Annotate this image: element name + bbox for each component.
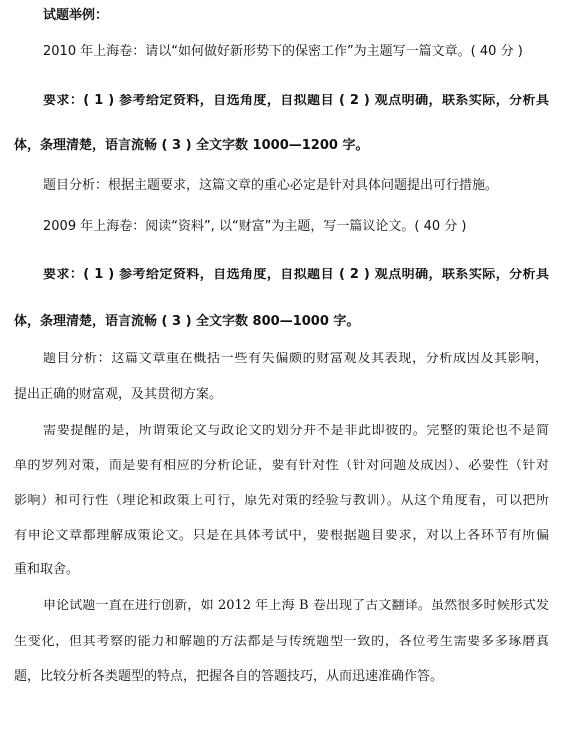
- example-2010-analysis: 题目分析：根据主题要求，这篇文章的重心必定是针对具体问题提出可行措施。: [43, 178, 499, 193]
- example-2010-requirements-line1: 要求：( 1 ) 参考给定资料，自选角度，自拟题目 ( 2 ) 观点明确，联系实际，分析具: [43, 94, 549, 107]
- example-2009-analysis-line1: 题目分析：这篇文章重在概括一些有失偏颇的财富观及其表现，分析成因及其影响，: [43, 352, 548, 365]
- innovation-line2: 生变化，但其考察的能力和解题的方法都是与传统题型一致的，各位考生需要多多琢磨真: [14, 635, 549, 648]
- example-2009-analysis-line2: 提出正确的财富观，及其贯彻方案。: [14, 387, 223, 402]
- innovation-line3: 题，比较分析各类题型的特点，把握各自的答题技巧，从而迅速准确作答。: [14, 669, 444, 684]
- example-2010-title: 2010 年上海卷：请以“如何做好新形势下的保密工作”为主题写一篇文章。( 40 分 ): [43, 44, 523, 59]
- section-heading: 试题举例：: [43, 8, 109, 23]
- example-2009-requirements-line1: 要求：( 1 ) 参考给定资料，自选角度，自拟题目 ( 2 ) 观点明确，联系实际，分析具: [43, 268, 549, 281]
- reminder-line3: 影响）和可行性（理论和政策上可行，原先对策的经验与教训）。从这个角度看，可以把所: [14, 494, 549, 507]
- example-2010-requirements-line2: 体，条理清楚，语言流畅 ( 3 ) 全文字数 1000—1200 字。: [14, 138, 369, 153]
- reminder-line4: 有申论文章都理解成策论文。只是在具体考试中，要根据题目要求，对以上各环节有所偏: [14, 529, 549, 542]
- innovation-line1: 申论试题一直在进行创新，如 2012 年上海 B 卷出现了古文翻译。虽然很多时候形式发: [43, 599, 549, 612]
- reminder-line1: 需要提醒的是，所谓策论文与政论文的划分并不是非此即彼的。完整的策论也不是简: [43, 424, 549, 437]
- example-2009-requirements-line2: 体，条理清楚，语言流畅 ( 3 ) 全文字数 800—1000 字。: [14, 314, 360, 329]
- example-2009-title: 2009 年上海卷：阅读“资料”, 以“财富”为主题，写一篇议论文。( 40 分 ): [43, 219, 467, 234]
- reminder-line2: 单的罗列对策，而是要有相应的分析论证，要有针对性（针对问题及成因）、必要性（针对: [14, 459, 549, 472]
- reminder-line5: 重和取舍。: [14, 562, 80, 577]
